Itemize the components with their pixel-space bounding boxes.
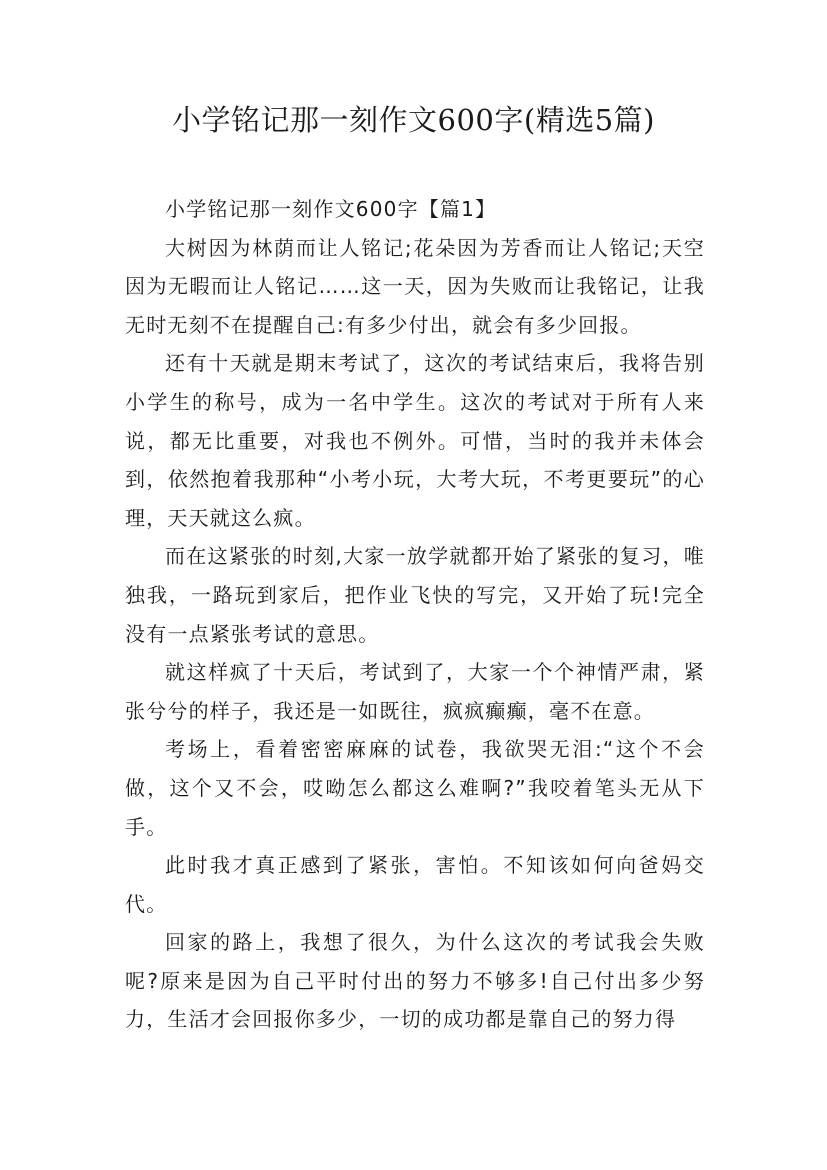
paragraph: 还有十天就是期末考试了，这次的考试结束后，我将告别小学生的称号，成为一名中学生。这次的考试对于所有人来说，都无比重要，对我也不例外。可惜，当时的我并未体会到，依然抱着我那种“小考小玩，大考大玩，不考更要玩”的心理，天天就这么疯。 <box>125 351 705 530</box>
document-body <box>125 190 705 1039</box>
paragraph: 回家的路上，我想了很久，为什么这次的考试我会失败呢?原来是因为自己平时付出的努力不够多!自己付出多少努力，生活才会回报你多少，一切的成功都是靠自己的努力得 <box>125 930 705 1032</box>
paragraph: 此时我才真正感到了紧张，害怕。不知该如何向爸妈交代。 <box>125 853 705 916</box>
section-heading: 小学铭记那一刻作文600字【篇1】 <box>165 197 497 221</box>
paragraph: 而在这紧张的时刻,大家一放学就都开始了紧张的复习，唯独我，一路玩到家后，把作业飞快的写完，又开始了玩!完全没有一点紧张考试的意思。 <box>125 544 705 646</box>
document-title: 小学铭记那一刻作文600字(精选5篇) <box>172 103 655 137</box>
paragraph: 考场上，看着密密麻麻的试卷，我欲哭无泪:“这个不会做，这个又不会，哎呦怎么都这么难啊?”我咬着笔头无从下手。 <box>125 737 705 839</box>
paragraph: 就这样疯了十天后，考试到了，大家一个个神情严肃，紧张兮兮的样子，我还是一如既往，疯疯癫癫，毫不在意。 <box>125 660 705 723</box>
paragraph: 大树因为林荫而让人铭记;花朵因为芳香而让人铭记;天空因为无暇而让人铭记……这一天，因为失败而让我铭记，让我无时无刻不在提醒自己:有多少付出，就会有多少回报。 <box>125 235 705 337</box>
